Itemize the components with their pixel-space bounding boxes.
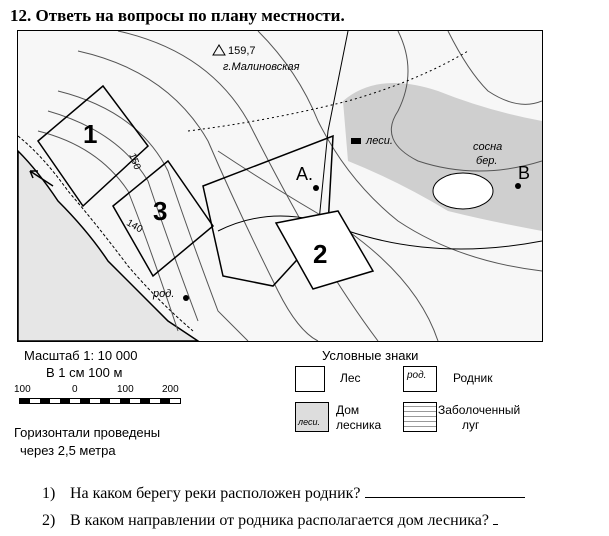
scale-tick: 100 bbox=[117, 384, 134, 395]
house-legend-label-1: Дом bbox=[336, 403, 360, 417]
spring-legend-label: Родник bbox=[453, 371, 493, 385]
contour-140-label: 140 bbox=[124, 217, 145, 236]
contour-note-2: через 2,5 метра bbox=[20, 443, 116, 458]
question-2: 2) В каком направлении от родника располагается дом лесника? bbox=[42, 510, 498, 530]
lake bbox=[433, 173, 493, 209]
square-1-label: 1 bbox=[83, 119, 98, 149]
house-legend-label-2: лесника bbox=[336, 418, 382, 432]
square-3-label: 3 bbox=[153, 196, 168, 226]
spring-label: род. bbox=[153, 288, 175, 300]
pine-label-2: бер. bbox=[476, 155, 498, 167]
question-1: 1) На каком берегу реки расположен родник? bbox=[42, 483, 525, 503]
mount-label: г.Малиновская bbox=[223, 61, 300, 73]
scale-label: Масштаб 1: 10 000 bbox=[24, 348, 138, 363]
square-2-label: 2 bbox=[313, 239, 328, 269]
swamp-legend-label-2: луг bbox=[462, 418, 480, 432]
scale-bar bbox=[14, 384, 184, 404]
scale-tick: 200 bbox=[162, 384, 179, 395]
forest-legend-label: Лес bbox=[340, 371, 361, 385]
answer-2-blank[interactable] bbox=[493, 510, 498, 525]
scale-tick: 100 bbox=[14, 384, 31, 395]
swamp-area bbox=[343, 83, 542, 231]
forest-legend-icon bbox=[295, 366, 325, 392]
map-drawing bbox=[18, 31, 542, 341]
terrain-map bbox=[17, 30, 543, 342]
spring-icon bbox=[183, 295, 189, 301]
contour-150-label: 150 bbox=[126, 151, 143, 172]
house-legend-icon: леси. bbox=[295, 402, 329, 432]
forester-house-label: леси. bbox=[366, 135, 393, 147]
scale-tick: 0 bbox=[72, 384, 78, 395]
forester-house-icon bbox=[351, 138, 361, 144]
task-title: 12. Ответь на вопросы по плану местности. bbox=[10, 6, 345, 25]
scale-ratio: В 1 см 100 м bbox=[46, 365, 123, 380]
elevation-label: 159,7 bbox=[228, 45, 256, 57]
spring-legend-icon: род. bbox=[403, 366, 437, 392]
contour-note-1: Горизонтали проведены bbox=[14, 425, 161, 440]
pine-label-1: сосна bbox=[473, 141, 503, 153]
point-b-label: В bbox=[518, 163, 531, 183]
swamp-legend-label-1: Заболоченный bbox=[438, 403, 521, 417]
summit-icon bbox=[213, 45, 225, 55]
legend-title: Условные знаки bbox=[322, 348, 419, 363]
answer-1-blank[interactable] bbox=[365, 483, 525, 498]
point-a-label: А. bbox=[296, 164, 314, 184]
swamp-legend-icon bbox=[403, 402, 437, 432]
